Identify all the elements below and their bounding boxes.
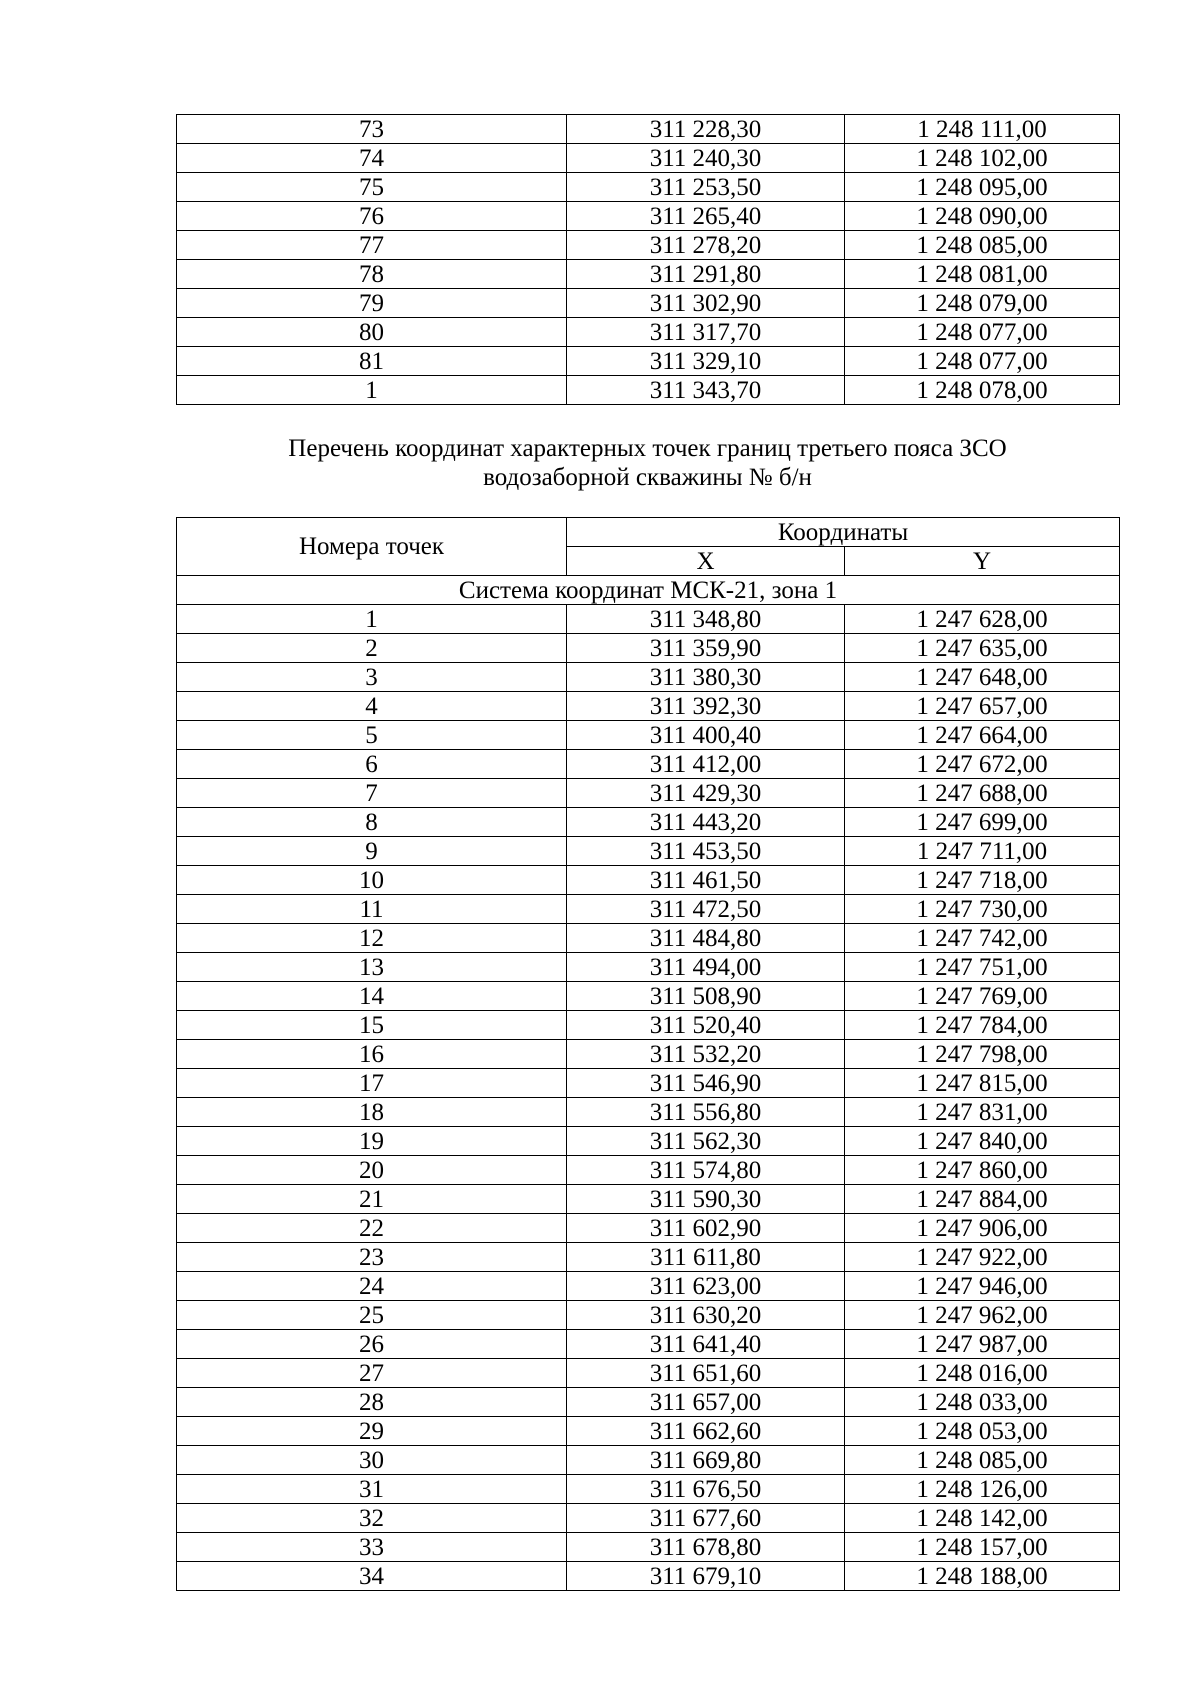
- y-coordinate-cell: 1 247 962,00: [845, 1301, 1120, 1330]
- y-coordinate-cell: 1 248 033,00: [845, 1388, 1120, 1417]
- y-coordinate-cell: 1 247 784,00: [845, 1011, 1120, 1040]
- x-coordinate-cell: 311 348,80: [567, 605, 845, 634]
- point-number-cell: 7: [177, 779, 567, 808]
- x-coordinate-cell: 311 590,30: [567, 1185, 845, 1214]
- table-row: [177, 1388, 1120, 1417]
- header-coordinates: Координаты: [567, 518, 1120, 547]
- x-coordinate-cell: 311 380,30: [567, 663, 845, 692]
- y-coordinate-cell: 1 248 081,00: [845, 260, 1120, 289]
- point-number-cell: 28: [177, 1388, 567, 1417]
- x-coordinate-cell: 311 669,80: [567, 1446, 845, 1475]
- table-row: [177, 808, 1120, 837]
- table-row: [177, 663, 1120, 692]
- point-number-cell: 6: [177, 750, 567, 779]
- table-row: [177, 260, 1120, 289]
- point-number-cell: 19: [177, 1127, 567, 1156]
- y-coordinate-cell: 1 247 688,00: [845, 779, 1120, 808]
- x-coordinate-cell: 311 329,10: [567, 347, 845, 376]
- table-body: [177, 605, 1120, 1591]
- y-coordinate-cell: 1 248 157,00: [845, 1533, 1120, 1562]
- point-number-cell: 25: [177, 1301, 567, 1330]
- x-coordinate-cell: 311 546,90: [567, 1069, 845, 1098]
- table-header: [177, 518, 1120, 605]
- table-row: [177, 289, 1120, 318]
- y-coordinate-cell: 1 248 016,00: [845, 1359, 1120, 1388]
- point-number-cell: 11: [177, 895, 567, 924]
- point-number-cell: 23: [177, 1243, 567, 1272]
- y-coordinate-cell: 1 247 657,00: [845, 692, 1120, 721]
- point-number-cell: 34: [177, 1562, 567, 1591]
- table-row: [177, 1098, 1120, 1127]
- table-row: [177, 1272, 1120, 1301]
- y-coordinate-cell: 1 247 884,00: [845, 1185, 1120, 1214]
- x-coordinate-cell: 311 265,40: [567, 202, 845, 231]
- x-coordinate-cell: 311 484,80: [567, 924, 845, 953]
- point-number-cell: 81: [177, 347, 567, 376]
- table-row: [177, 837, 1120, 866]
- table-row: [177, 231, 1120, 260]
- table-row: [177, 1156, 1120, 1185]
- y-coordinate-cell: 1 247 860,00: [845, 1156, 1120, 1185]
- coordinates-table-continuation: [176, 114, 1120, 405]
- table-row: [177, 605, 1120, 634]
- table-row: [177, 1040, 1120, 1069]
- point-number-cell: 27: [177, 1359, 567, 1388]
- x-coordinate-cell: 311 611,80: [567, 1243, 845, 1272]
- table-row: [177, 202, 1120, 231]
- table-row: [177, 779, 1120, 808]
- y-coordinate-cell: 1 247 664,00: [845, 721, 1120, 750]
- table-row: [177, 924, 1120, 953]
- point-number-cell: 24: [177, 1272, 567, 1301]
- point-number-cell: 1: [177, 605, 567, 634]
- point-number-cell: 29: [177, 1417, 567, 1446]
- x-coordinate-cell: 311 657,00: [567, 1388, 845, 1417]
- x-coordinate-cell: 311 291,80: [567, 260, 845, 289]
- x-coordinate-cell: 311 253,50: [567, 173, 845, 202]
- y-coordinate-cell: 1 247 718,00: [845, 866, 1120, 895]
- point-number-cell: 31: [177, 1475, 567, 1504]
- y-coordinate-cell: 1 247 987,00: [845, 1330, 1120, 1359]
- point-number-cell: 33: [177, 1533, 567, 1562]
- x-coordinate-cell: 311 562,30: [567, 1127, 845, 1156]
- x-coordinate-cell: 311 623,00: [567, 1272, 845, 1301]
- heading-line-2: водозаборной скважины № б/н: [483, 464, 812, 491]
- y-coordinate-cell: 1 247 711,00: [845, 837, 1120, 866]
- point-number-cell: 8: [177, 808, 567, 837]
- y-coordinate-cell: 1 247 946,00: [845, 1272, 1120, 1301]
- point-number-cell: 26: [177, 1330, 567, 1359]
- table-row: [177, 1475, 1120, 1504]
- x-coordinate-cell: 311 556,80: [567, 1098, 845, 1127]
- table-row: [177, 1330, 1120, 1359]
- y-coordinate-cell: 1 247 815,00: [845, 1069, 1120, 1098]
- point-number-cell: 17: [177, 1069, 567, 1098]
- y-coordinate-cell: 1 247 798,00: [845, 1040, 1120, 1069]
- table-row: [177, 376, 1120, 405]
- header-point-numbers: Номера точек: [177, 518, 567, 576]
- x-coordinate-cell: 311 240,30: [567, 144, 845, 173]
- x-coordinate-cell: 311 278,20: [567, 231, 845, 260]
- x-coordinate-cell: 311 317,70: [567, 318, 845, 347]
- point-number-cell: 12: [177, 924, 567, 953]
- x-coordinate-cell: 311 400,40: [567, 721, 845, 750]
- point-number-cell: 32: [177, 1504, 567, 1533]
- y-coordinate-cell: 1 248 111,00: [845, 115, 1120, 144]
- x-coordinate-cell: 311 679,10: [567, 1562, 845, 1591]
- y-coordinate-cell: 1 248 095,00: [845, 173, 1120, 202]
- point-number-cell: 2: [177, 634, 567, 663]
- point-number-cell: 15: [177, 1011, 567, 1040]
- y-coordinate-cell: 1 247 672,00: [845, 750, 1120, 779]
- y-coordinate-cell: 1 247 635,00: [845, 634, 1120, 663]
- point-number-cell: 22: [177, 1214, 567, 1243]
- x-coordinate-cell: 311 602,90: [567, 1214, 845, 1243]
- y-coordinate-cell: 1 247 751,00: [845, 953, 1120, 982]
- y-coordinate-cell: 1 247 840,00: [845, 1127, 1120, 1156]
- x-coordinate-cell: 311 443,20: [567, 808, 845, 837]
- y-coordinate-cell: 1 247 628,00: [845, 605, 1120, 634]
- section-heading: [176, 434, 1119, 492]
- table-row: [177, 1243, 1120, 1272]
- table-row: [177, 1417, 1120, 1446]
- header-x: X: [567, 547, 845, 576]
- point-number-cell: 73: [177, 115, 567, 144]
- point-number-cell: 14: [177, 982, 567, 1011]
- point-number-cell: 5: [177, 721, 567, 750]
- table-row: [177, 1301, 1120, 1330]
- heading-line-1: Перечень координат характерных точек границ третьего пояса ЗСО: [288, 435, 1007, 462]
- point-number-cell: 9: [177, 837, 567, 866]
- table-row: [177, 318, 1120, 347]
- y-coordinate-cell: 1 247 922,00: [845, 1243, 1120, 1272]
- x-coordinate-cell: 311 574,80: [567, 1156, 845, 1185]
- y-coordinate-cell: 1 247 730,00: [845, 895, 1120, 924]
- table-body: [177, 115, 1120, 405]
- x-coordinate-cell: 311 412,00: [567, 750, 845, 779]
- table-row: [177, 1011, 1120, 1040]
- x-coordinate-cell: 311 461,50: [567, 866, 845, 895]
- y-coordinate-cell: 1 247 906,00: [845, 1214, 1120, 1243]
- y-coordinate-cell: 1 248 126,00: [845, 1475, 1120, 1504]
- x-coordinate-cell: 311 392,30: [567, 692, 845, 721]
- x-coordinate-cell: 311 429,30: [567, 779, 845, 808]
- table-row: [177, 895, 1120, 924]
- x-coordinate-cell: 311 641,40: [567, 1330, 845, 1359]
- y-coordinate-cell: 1 248 053,00: [845, 1417, 1120, 1446]
- x-coordinate-cell: 311 302,90: [567, 289, 845, 318]
- y-coordinate-cell: 1 248 090,00: [845, 202, 1120, 231]
- y-coordinate-cell: 1 248 085,00: [845, 1446, 1120, 1475]
- point-number-cell: 20: [177, 1156, 567, 1185]
- table-row: [177, 1185, 1120, 1214]
- y-coordinate-cell: 1 247 648,00: [845, 663, 1120, 692]
- y-coordinate-cell: 1 248 188,00: [845, 1562, 1120, 1591]
- table-row: [177, 953, 1120, 982]
- point-number-cell: 77: [177, 231, 567, 260]
- x-coordinate-cell: 311 532,20: [567, 1040, 845, 1069]
- table-row: [177, 692, 1120, 721]
- table-row: [177, 982, 1120, 1011]
- x-coordinate-cell: 311 520,40: [567, 1011, 845, 1040]
- point-number-cell: 18: [177, 1098, 567, 1127]
- coordinates-table-third-belt: [176, 517, 1120, 1591]
- y-coordinate-cell: 1 247 742,00: [845, 924, 1120, 953]
- table-row: [177, 173, 1120, 202]
- table-row: [177, 1359, 1120, 1388]
- point-number-cell: 4: [177, 692, 567, 721]
- x-coordinate-cell: 311 630,20: [567, 1301, 845, 1330]
- header-row: [177, 518, 1120, 547]
- point-number-cell: 10: [177, 866, 567, 895]
- point-number-cell: 1: [177, 376, 567, 405]
- table-row: [177, 1127, 1120, 1156]
- x-coordinate-cell: 311 453,50: [567, 837, 845, 866]
- x-coordinate-cell: 311 472,50: [567, 895, 845, 924]
- y-coordinate-cell: 1 247 769,00: [845, 982, 1120, 1011]
- point-number-cell: 13: [177, 953, 567, 982]
- y-coordinate-cell: 1 248 102,00: [845, 144, 1120, 173]
- point-number-cell: 21: [177, 1185, 567, 1214]
- point-number-cell: 74: [177, 144, 567, 173]
- point-number-cell: 80: [177, 318, 567, 347]
- point-number-cell: 76: [177, 202, 567, 231]
- x-coordinate-cell: 311 662,60: [567, 1417, 845, 1446]
- y-coordinate-cell: 1 248 079,00: [845, 289, 1120, 318]
- table-row: [177, 1214, 1120, 1243]
- point-number-cell: 3: [177, 663, 567, 692]
- y-coordinate-cell: 1 248 077,00: [845, 347, 1120, 376]
- y-coordinate-cell: 1 248 077,00: [845, 318, 1120, 347]
- table-row: [177, 1504, 1120, 1533]
- table-row: [177, 750, 1120, 779]
- y-coordinate-cell: 1 248 142,00: [845, 1504, 1120, 1533]
- point-number-cell: 30: [177, 1446, 567, 1475]
- table-row: [177, 634, 1120, 663]
- y-coordinate-cell: 1 248 078,00: [845, 376, 1120, 405]
- table-row: [177, 115, 1120, 144]
- y-coordinate-cell: 1 248 085,00: [845, 231, 1120, 260]
- x-coordinate-cell: 311 676,50: [567, 1475, 845, 1504]
- point-number-cell: 16: [177, 1040, 567, 1069]
- table-row: [177, 347, 1120, 376]
- x-coordinate-cell: 311 359,90: [567, 634, 845, 663]
- x-coordinate-cell: 311 677,60: [567, 1504, 845, 1533]
- table-row: [177, 1446, 1120, 1475]
- x-coordinate-cell: 311 343,70: [567, 376, 845, 405]
- table-row: [177, 721, 1120, 750]
- point-number-cell: 75: [177, 173, 567, 202]
- table-row: [177, 144, 1120, 173]
- x-coordinate-cell: 311 494,00: [567, 953, 845, 982]
- header-y: Y: [845, 547, 1120, 576]
- x-coordinate-cell: 311 508,90: [567, 982, 845, 1011]
- point-number-cell: 79: [177, 289, 567, 318]
- x-coordinate-cell: 311 228,30: [567, 115, 845, 144]
- point-number-cell: 78: [177, 260, 567, 289]
- table-row: [177, 866, 1120, 895]
- x-coordinate-cell: 311 678,80: [567, 1533, 845, 1562]
- x-coordinate-cell: 311 651,60: [567, 1359, 845, 1388]
- coordinate-system-label: Система координат МСК-21, зона 1: [177, 576, 1120, 605]
- table-row: [177, 1069, 1120, 1098]
- table-row: [177, 1562, 1120, 1591]
- y-coordinate-cell: 1 247 831,00: [845, 1098, 1120, 1127]
- coordinate-system-row: [177, 576, 1120, 605]
- y-coordinate-cell: 1 247 699,00: [845, 808, 1120, 837]
- table-row: [177, 1533, 1120, 1562]
